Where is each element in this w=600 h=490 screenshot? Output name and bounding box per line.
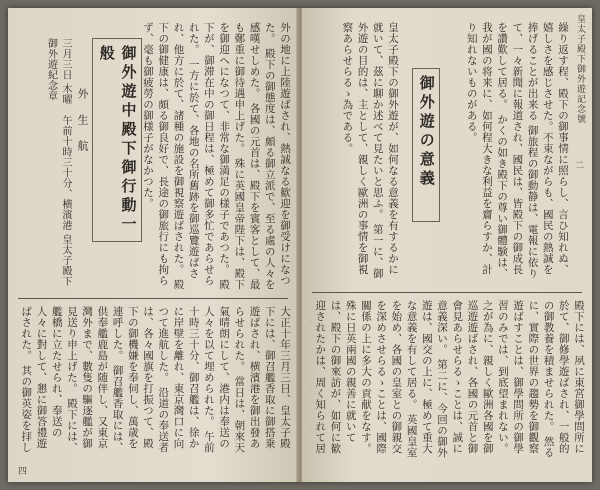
text-column: 一方に於て、各地の名所舊跡を御巡覽遊ばされ、他方に於て、諸種の施設を御視察遊ばされた。 (172, 22, 200, 279)
section-subheading: 外 生 航 (75, 88, 89, 153)
text-column: 其の御英姿を拝し (20, 364, 33, 453)
text-column: 當日は、朝來天氣晴朗にして、港内は奉送の人々を以て埋められた。 (202, 306, 246, 453)
running-header: 皇太子殿下御外遊記念號 (575, 14, 585, 124)
section-heading: 御外遊の意義 (412, 68, 440, 222)
left-page-upper-text (142, 22, 292, 292)
left-page-number: 四 (18, 467, 28, 477)
text-column: 各國の元首は、殿下を賓客として、最も鄭重に御待遇申上げた。 (233, 22, 261, 290)
text-column: 之が為に、親しく歐洲各國を御巡遊遊ばされ、各國の元首と御會見あらせらるゝことは、誠に意義深い。 (436, 300, 494, 454)
section-divider (18, 298, 288, 299)
text-column: 殿下の御態度は、頗る御立派で、至る處の人々を感嘆せしめた。 (248, 22, 276, 290)
text-column: 英國皇室を始め、各國の皇室との御親交を深めさせらるゝことは、國際關係の上に多大の貢献をなす。 (359, 300, 418, 458)
text-column: 沿道の奉送者は、各々國旗を打振つて、殿下の御機嫌を奉伺し、萬歳を連呼した。 (111, 306, 170, 453)
text-column: 第二に、今回の御外遊は、國交の上に、極めて重大な意義を有して居る。 (405, 300, 449, 458)
text-column: 御旅程の御動静は、電報に依りて、一々新聞に報道され、國民は、皆殿下の御成長を讚歎して居る。 (496, 22, 539, 279)
right-page-intro-text (310, 22, 400, 284)
text-column: 繰り返す程、殿下の御事情に照らし、言ひ知れぬ、嬉しさを感じさせた。不束ながらも、國民の熱誠を捧げることが出来る (526, 22, 569, 275)
right-page-lower-text (310, 300, 586, 460)
left-page-lower-text (18, 306, 292, 456)
text-column: かくの如き殿下の尊い御體験は、我が國の将来に、如何程大きな利益を齎らすか、計り知れないものがある。 (465, 22, 509, 279)
text-column: 殿下の御健康は、頗る御良好で、長途の御旅行にも拘らず、毫も御疲勞の御様子がなかつた。 (142, 22, 185, 290)
right-page (302, 8, 592, 482)
text-column: 午前十時三十分、御召艦は、徐かに岸壁を離れ、東京灣口に向つて進航した。 (157, 306, 215, 453)
text-column: 御召艦香取には、供奉艦鹿島が随伴し、又東京灣外まで、數隻の驅逐艦が御見送り申上げた。 (65, 306, 124, 453)
open-book (8, 8, 592, 482)
text-column: 外の地に上陸遊ばされ、熱誠なる歓迎を御受けになつた。 (263, 22, 291, 286)
text-column: 殊に英國皇帝陛下は、殿下を御迎へになつて、非常な御満足の様子であつた。 (218, 22, 246, 290)
date-detail: 木曜 午前十時三十分、横濱港 (60, 83, 71, 231)
text-column: 殿下には、艦橋に立たせられ、奉送の人々に對して、懇に御答禮遊ばされた。 (20, 306, 78, 453)
text-column: 大正十年三月三日、皇太子殿下には、御召艦香取に御搭乗遊ばされ、横濱港を御出發あらせられた。 (233, 306, 291, 449)
left-page (8, 8, 298, 482)
date-note: 皇太子殿下御外遊紀念章 (45, 38, 71, 287)
section-heading: 御外遊中殿下御行動一般 (92, 38, 142, 242)
date-label: 三月三日 (60, 38, 71, 80)
text-column: 第一に、御外遊の目的は、主として、親しく歐洲の事情を御視察あらせらるゝ為である。 (341, 22, 384, 279)
text-column: 殊に日英兩國の親善に就いては、殿下の御來訪が、如何に歓迎されたかは、周く知られて居 (314, 300, 357, 454)
text-column: 皇太子殿下の御外遊が、如何なる意義を有するかに就いて、茲に聊か述べて見たいと思ふ。 (371, 22, 399, 275)
right-page-number: 二 (574, 161, 584, 171)
itinerary-date-block (16, 38, 72, 288)
text-column: 然るに、實際の世界の趨勢を御觀察遊ばすことは、御學問所の御學習のみでは、到底望まれない。 (496, 300, 555, 458)
right-page-upper-text (460, 22, 570, 284)
text-column: 殿下が、御滞在中の御日程は、極めて御多忙であらせられた。 (187, 22, 231, 290)
text-column: 殿下には、夙に東宮御學問所に於て、御修學遊ばされ、一般的の御教養を積ませられた。 (542, 300, 585, 454)
section-divider (312, 292, 582, 293)
